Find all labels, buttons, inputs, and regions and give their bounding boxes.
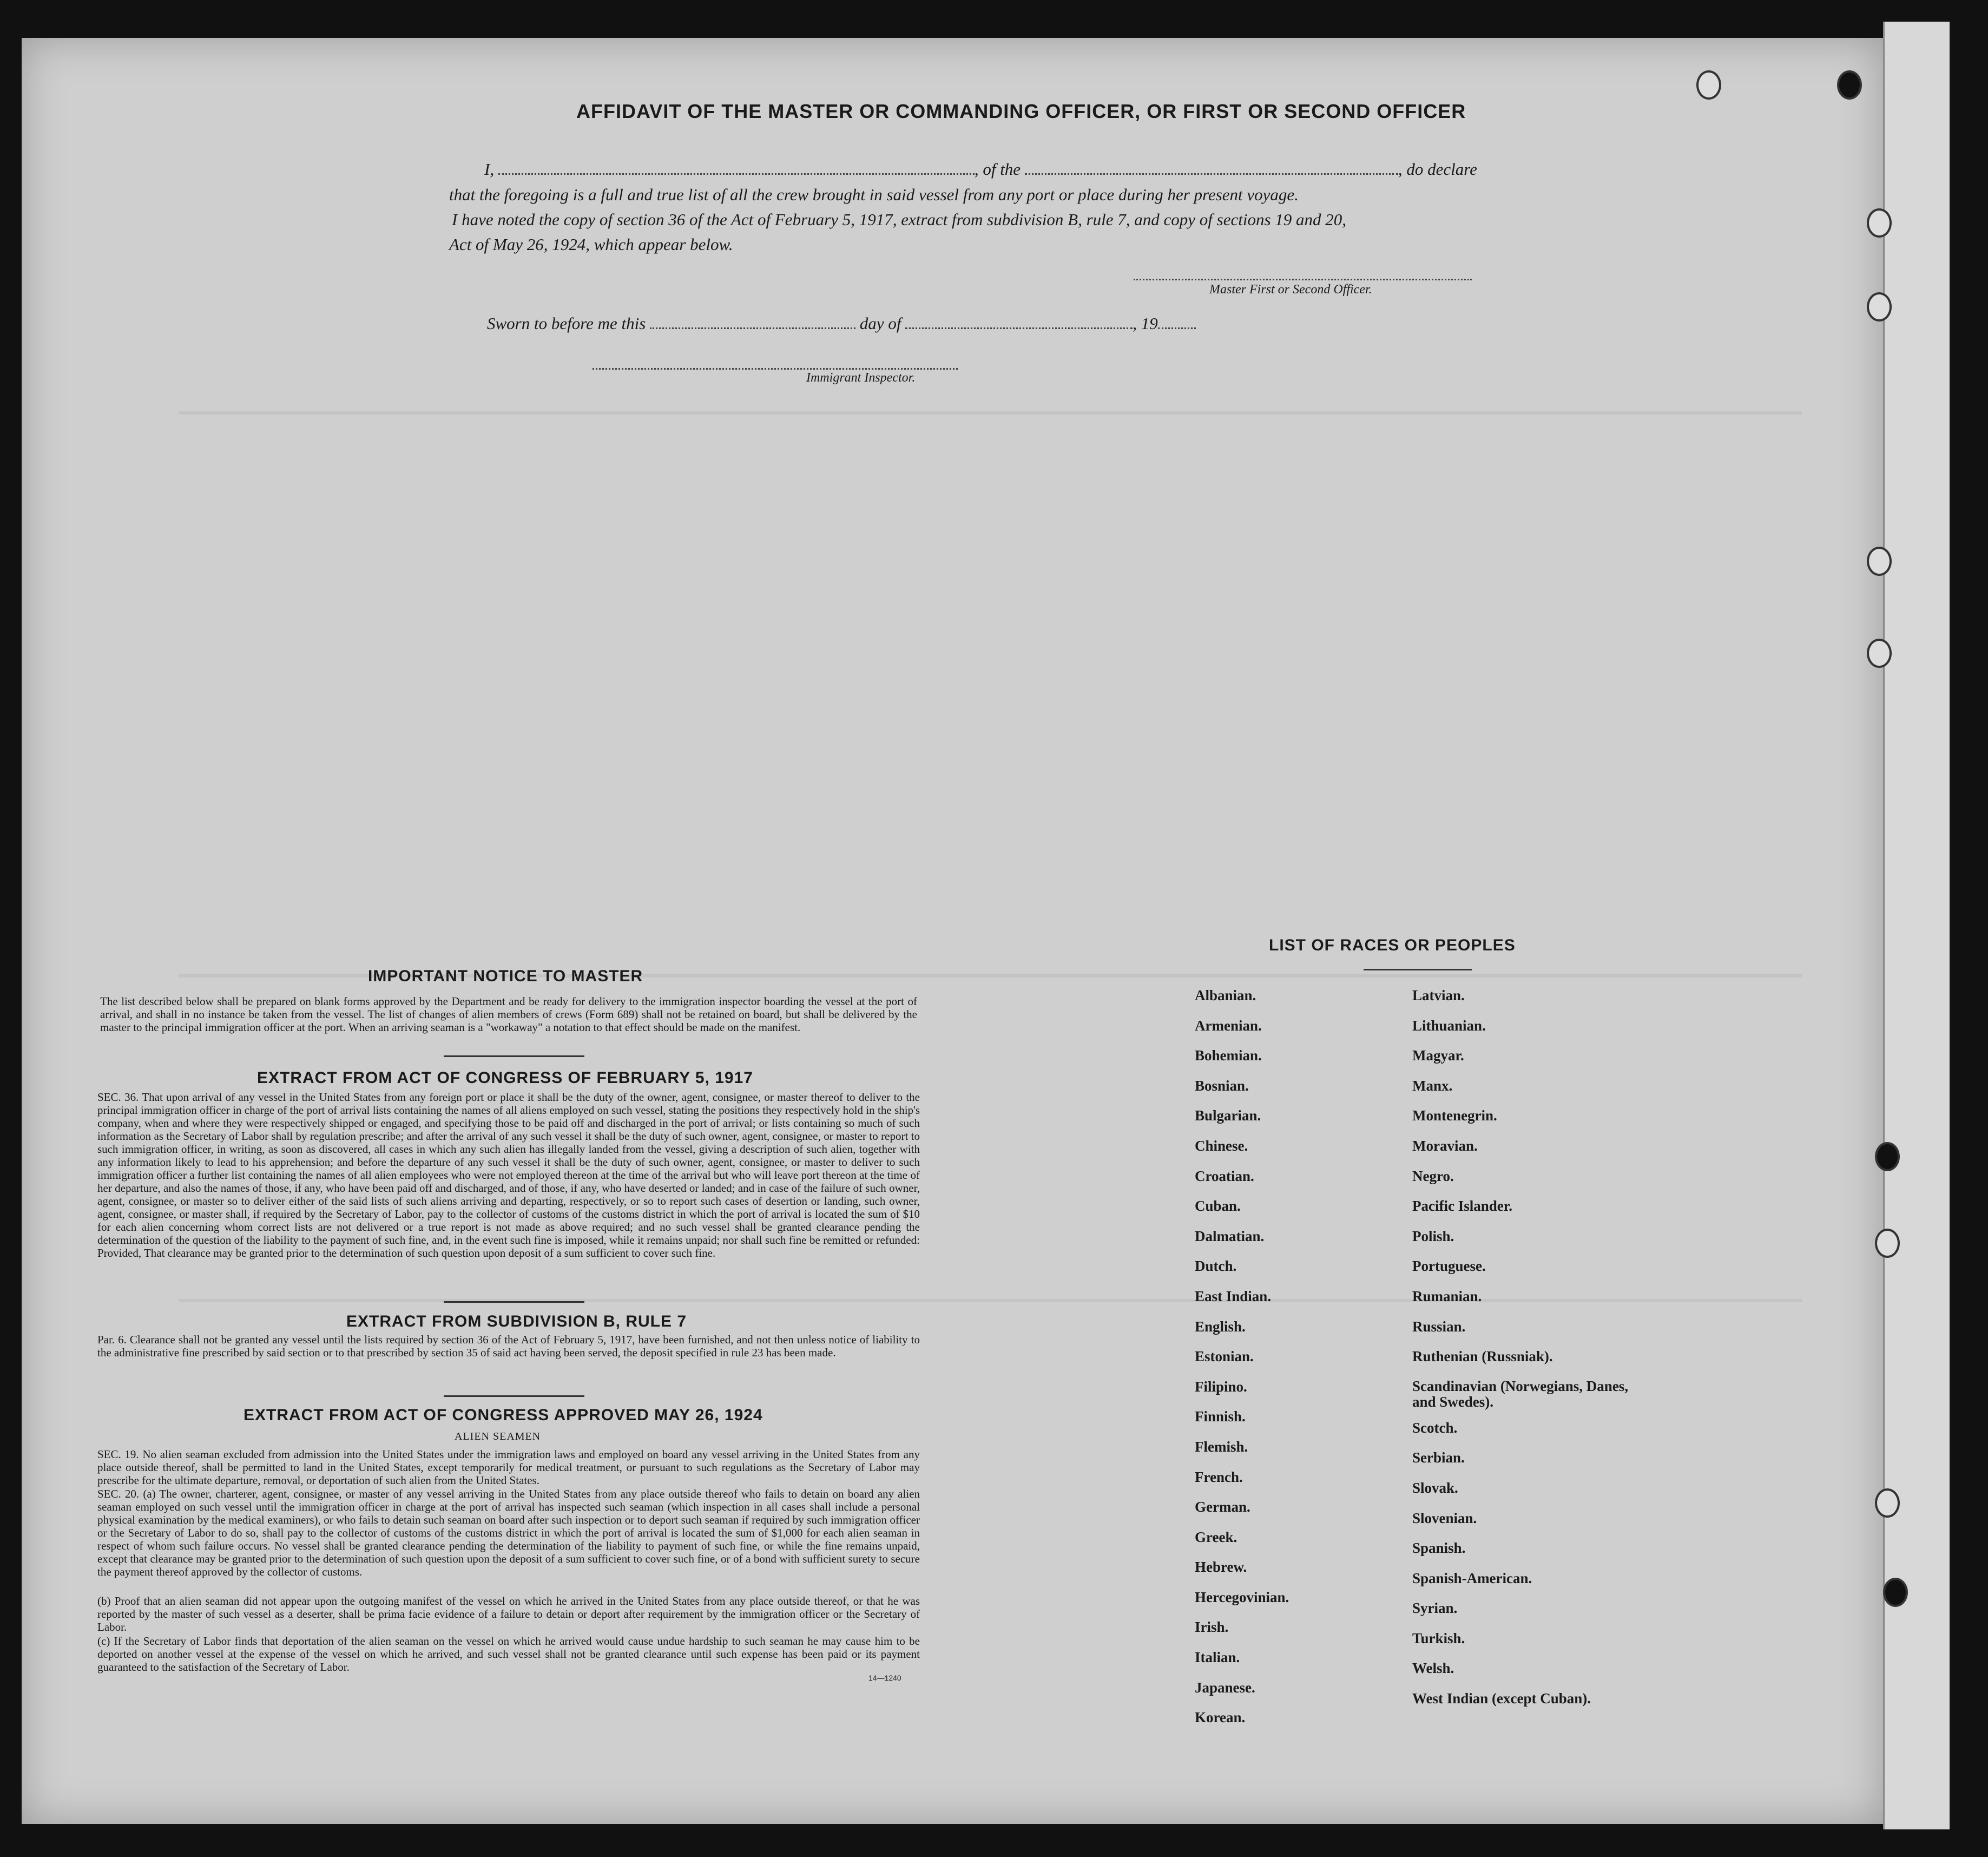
day-blank <box>650 316 855 329</box>
race-item: Bosnian. <box>1195 1077 1249 1094</box>
inspector-signature-line <box>593 368 958 370</box>
race-item: Hercegovinian. <box>1195 1589 1289 1605</box>
year-blank <box>1158 316 1196 329</box>
race-item: West Indian (except Cuban). <box>1412 1690 1591 1707</box>
master-signature-line <box>1134 279 1472 280</box>
race-item: Ruthenian (Russniak). <box>1412 1348 1553 1365</box>
punch-hole <box>1875 1488 1900 1518</box>
race-item: French. <box>1195 1468 1243 1485</box>
punch-hole <box>1875 1229 1900 1258</box>
race-item: English. <box>1195 1318 1246 1335</box>
races-title: LIST OF RACES OR PEOPLES <box>1269 936 1516 954</box>
races-right-column <box>1412 981 1629 1714</box>
race-item: Albanian. <box>1195 987 1256 1003</box>
extract-rule7-title: EXTRACT FROM SUBDIVISION B, RULE 7 <box>346 1313 687 1330</box>
race-item: Greek. <box>1195 1528 1237 1545</box>
race-item: Turkish. <box>1412 1630 1465 1646</box>
race-item: Syrian. <box>1412 1600 1458 1617</box>
next-page-edge <box>1883 22 1950 1829</box>
alien-seamen-subtitle: ALIEN SEAMEN <box>455 1431 541 1442</box>
of-the-label: , of the <box>974 160 1021 179</box>
race-item: Pacific Islander. <box>1412 1198 1512 1215</box>
punch-hole <box>1875 1142 1900 1171</box>
race-item: Lithuanian. <box>1412 1017 1486 1034</box>
race-item: Negro. <box>1412 1167 1454 1184</box>
sworn-label: Sworn to before me this <box>487 314 646 333</box>
punch-hole <box>1867 208 1892 238</box>
punch-hole <box>1867 547 1892 576</box>
race-item: Hebrew. <box>1195 1559 1247 1576</box>
vessel-blank <box>1025 161 1398 175</box>
race-item: Slovenian. <box>1412 1510 1477 1526</box>
race-item: Moravian. <box>1412 1137 1478 1154</box>
sworn-line <box>487 314 1196 333</box>
punch-hole <box>1883 1578 1908 1607</box>
race-item: Portuguese. <box>1412 1258 1486 1275</box>
race-item: Estonian. <box>1195 1348 1254 1365</box>
race-item: Slovak. <box>1412 1479 1458 1496</box>
separator <box>444 1395 584 1397</box>
race-item: Polish. <box>1412 1228 1454 1244</box>
race-item: Serbian. <box>1412 1449 1465 1466</box>
race-item: Montenegrin. <box>1412 1107 1497 1124</box>
affidavit-line-2: that the foregoing is a full and true list of all the crew brought in said vessel from any port or place during her present voyage. <box>449 185 1299 204</box>
separator <box>444 1055 584 1057</box>
affidavit-line-3: I have noted the copy of section 36 of the Act of February 5, 1917, extract from subdivision B, rule 7, and copy of sections 19 and 20, <box>452 210 1347 229</box>
race-item: Irish. <box>1195 1619 1229 1636</box>
race-item: Finnish. <box>1195 1408 1246 1425</box>
notice-title: IMPORTANT NOTICE TO MASTER <box>368 967 643 985</box>
race-item: Bohemian. <box>1195 1047 1262 1064</box>
race-item: Cuban. <box>1195 1198 1241 1215</box>
race-item: Latvian. <box>1412 987 1465 1003</box>
extract-1917-title: EXTRACT FROM ACT OF CONGRESS OF FEBRUARY 5, 1917 <box>257 1069 753 1087</box>
master-signature-label: Master First or Second Officer. <box>1209 283 1372 297</box>
year-label: , 19 <box>1133 314 1158 333</box>
punch-hole <box>1696 70 1721 100</box>
race-item: Dalmatian. <box>1195 1228 1265 1244</box>
sec-20b-text: (b) Proof that an alien seaman did not appear upon the outgoing manifest of the vessel on which he arrived in the United States from any place outside thereof, or that he was reported by the master of such vessel as a deserter, shall be prima facie evidence of a failure to detain or deport after requirement by the immigration officer or the Secretary of Labor. <box>97 1594 920 1633</box>
race-item: Armenian. <box>1195 1017 1262 1034</box>
name-blank <box>498 161 975 175</box>
race-item: Bulgarian. <box>1195 1107 1261 1124</box>
notice-text: The list described below shall be prepared on blank forms approved by the Department and be ready for delivery to the immigration inspector boarding the vessel at the port of arrival, and shall in no instance be taken from the vessel. The list of changes of alien members of crews (Form 689) shall not be retained on board, but shall be delivered by the master to the principal immigration officer at the port. When an arriving seaman is a "workaway" a notation to that effect should be made on the manifest. <box>100 995 917 1034</box>
race-item: Rumanian. <box>1412 1288 1482 1304</box>
sec-20a-text: SEC. 20. (a) The owner, charterer, agent, consignee, or master of any vessel arriving in the United States from any place outside thereof who fails to detain on board any alien seaman employed on such vessel until the immigration officer in charge at the port of arrival has inspected such seaman (which inspection in all cases shall include a personal physical examination by the medical examiners), or who fails to detain such seaman on board after such inspection or to deport such seaman if required by such immigration officer or the Secretary of Labor to do so, shall pay to the collector of customs of the customs district in which the port of arrival is located the sum of $1,000 for each alien seaman in respect of whom such failure occurs. No vessel shall be granted clearance pending the determination of the liability to payment of such fine, or while the fine remains unpaid, except that clearance may be granted prior to the determination of such question upon the deposit of a sum sufficient to cover such fine, or of a bond with sufficient surety to secure the payment thereof approved by the collector of customs. <box>97 1487 920 1578</box>
form-number: 14—1240 <box>868 1674 901 1682</box>
extract-1917-text: SEC. 36. That upon arrival of any vessel in the United States from any foreign port or place it shall be the duty of the owner, agent, consignee, or master thereof to deliver to the principal immigration officer in charge of the port of arrival lists containing the names of all aliens employed on such vessel, stating the positions they respectively hold in the ship's company, when and where they were respectively shipped or engaged, and specifying those to be paid off and discharged in the port of arrival; or lists containing so much of such information as the Secretary of Labor shall by regulation prescribe; and after the arrival of any such vessel it shall be the duty of such owner, agent, consignee, or master to report to such immigration officer, in writing, as soon as discovered, all cases in which any such alien has illegally landed from the vessel, giving a description of such alien, together with any information likely to lead to his apprehension; and before the departure of any such vessel it shall be the duty of such owner, agent, consignee, or master to deliver to such immigration officer a further list containing the names of all alien employees who were not employed thereon at the time of the arrival but who will leave port thereon at the time of her departure, and also the names of those, if any, who have been paid off and discharged, and of those, if any, who have deserted or landed; and in case of the failure of such owner, agent, consignee, or master so to deliver either of the said lists of such aliens arriving and departing, respectively, or so to report such cases of desertion or landing, such owner, agent, consignee, or master shall, if required by the Secretary of Labor, pay to the collector of customs of the customs district in which the port of arrival is located the sum of $10 for each alien concerning whom correct lists are not delivered or a true report is not made as above required; and no such vessel shall be granted clearance pending the determination of the question of the liability to the payment of such fine, and, in the event such fine is imposed, while it remains unpaid; nor shall such fine be remitted or refunded: Provided, That clearance may be granted prior to the determination of such question upon deposit of a sum sufficient to cover such fine. <box>97 1091 920 1259</box>
race-item: Flemish. <box>1195 1438 1248 1455</box>
race-item: Russian. <box>1412 1318 1466 1335</box>
race-item: Korean. <box>1195 1709 1246 1726</box>
affidavit-line-4: Act of May 26, 1924, which appear below. <box>449 235 733 254</box>
extract-1924-title: EXTRACT FROM ACT OF CONGRESS APPROVED MAY 26, 1924 <box>243 1406 763 1424</box>
race-item: Dutch. <box>1195 1258 1237 1275</box>
do-declare-label: , do declare <box>1398 160 1477 179</box>
race-item: Chinese. <box>1195 1137 1248 1154</box>
race-item: Croatian. <box>1195 1167 1254 1184</box>
punch-hole <box>1837 70 1862 100</box>
separator <box>444 1301 584 1303</box>
day-of-label: day of <box>859 314 901 333</box>
race-item: Scandinavian (Norwegians, Danes, and Swedes). <box>1412 1377 1629 1410</box>
race-item: Japanese. <box>1195 1679 1255 1696</box>
affidavit-line-1 <box>484 160 1477 179</box>
declarant-label: I, <box>484 160 495 179</box>
affidavit-title: AFFIDAVIT OF THE MASTER OR COMMANDING OFFICER, OR FIRST OR SECOND OFFICER <box>576 100 1466 122</box>
month-blank <box>905 316 1133 329</box>
race-item: East Indian. <box>1195 1288 1272 1304</box>
race-item: Magyar. <box>1412 1047 1464 1064</box>
extract-rule7-text: Par. 6. Clearance shall not be granted any vessel until the lists required by section 36 of the Act of February 5, 1917, have been furnished, and not then unless notice of liability to the administrative fine prescribed by said section or to that prescribed by section 35 of said act having been served, the deposit specified in rule 23 has been made. <box>97 1333 920 1359</box>
race-item: Spanish-American. <box>1412 1570 1532 1586</box>
race-item: Scotch. <box>1412 1419 1458 1436</box>
inspector-label: Immigrant Inspector. <box>806 371 916 385</box>
race-item: Italian. <box>1195 1649 1240 1666</box>
race-item: Welsh. <box>1412 1660 1454 1677</box>
punch-hole <box>1867 639 1892 668</box>
sec-20c-text: (c) If the Secretary of Labor finds that deportation of the alien seaman on the vessel on which he arrived would cause undue hardship to such seaman he may cause him to be deported on another vessel at the expense of the vessel on which he arrived, and such vessel shall not be granted clearance until such expense has been paid or its payment guaranteed to the satisfaction of the Secretary of Labor. <box>97 1635 920 1674</box>
race-item: Spanish. <box>1412 1540 1466 1557</box>
race-item: Manx. <box>1412 1077 1453 1094</box>
race-item: Filipino. <box>1195 1378 1247 1395</box>
punch-hole <box>1867 292 1892 321</box>
separator <box>1364 969 1472 970</box>
races-left-column <box>1195 981 1289 1733</box>
race-item: German. <box>1195 1499 1250 1515</box>
sec-19-text: SEC. 19. No alien seaman excluded from admission into the United States under the immigration laws and employed on board any vessel arriving in the United States from any place outside thereof, shall be permitted to land in the United States, except temporarily for medical treatment, or pursuant to such regulations as the Secretary of Labor may prescribe for the ultimate departure, removal, or deportation of such alien from the United States. <box>97 1448 920 1487</box>
